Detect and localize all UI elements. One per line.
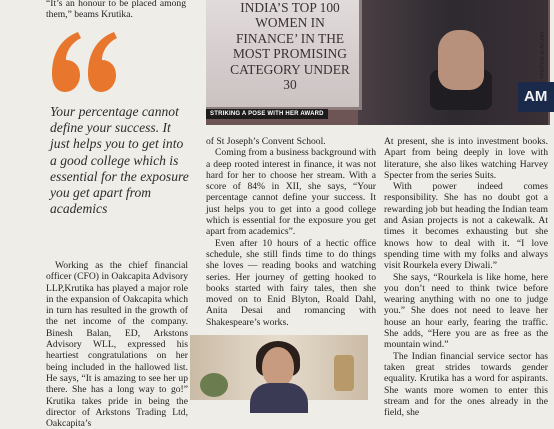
paragraph: Coming from a business background with a deep rooted interest in finance, it was not hard for her to choose her stream. With a score of 84% in XII, she says, “Your percentage cannot define your success. It just helps you to get into a good college which is essential for the exposure you get apart from academics”. bbox=[206, 147, 376, 238]
paragraph: of St Joseph’s Convent School. bbox=[206, 136, 326, 147]
middle-column bbox=[206, 136, 376, 328]
left-column bbox=[0, 0, 190, 429]
hero-photo bbox=[206, 0, 550, 125]
award-text: INDIA’S TOP 100 WOMEN IN FINANCE’ IN THE MOST PROMISING CATEGORY UNDER 30 bbox=[230, 0, 350, 93]
hand bbox=[438, 30, 484, 90]
paragraph: At present, she is into investment books. Apart from being deeply in love with literature, she also likes watching Harvey Specter from the series Suits. bbox=[384, 136, 548, 181]
paragraph: The Indian financial service sector has taken great strides towards gender equality. Krutika has a word for aspirants. She wants more women to enter this stream and for the ones already in the field, she bbox=[384, 350, 548, 419]
paragraph: Working as the chief financial officer (CFO) in Oakcapita Advisory LLP,Krutika has played a major role in the expansion of Oakcapita which in turn has resulted in the growth of the net income of the company. Binesh Balan, ED, Arkstons Advisory WLL, expressed his heartiest congratulations on her being included in the hallowed list. He says, “It is amazing to see her up there. She has a long way to go!” Krutika takes pride in being the director of Arkstons Trading Ltd, Oakcapita’s bbox=[46, 260, 188, 429]
right-column bbox=[384, 136, 548, 418]
paragraph: She says, “Rourkela is like home, here you don’t need to think twice before wearing anything with no one to judge you.” She does not need to leave her house an hour early, fearing the traffic. She adds, “Here you are as free as the mountain wind.” bbox=[384, 271, 548, 351]
pull-quote: Your percentage cannot define your success. It just helps you to get into a good college which is essential for the exposure you get apart from academics bbox=[50, 104, 189, 217]
torso bbox=[250, 383, 308, 413]
plant bbox=[200, 373, 228, 397]
face bbox=[262, 347, 294, 387]
lamp bbox=[334, 355, 354, 391]
portrait-photo bbox=[190, 335, 368, 400]
quote-mark-icon bbox=[48, 28, 120, 100]
logo-text: AM bbox=[524, 88, 548, 105]
top-snippet-text: “It’s an honour to be placed among them,” beams Krutika. bbox=[46, 0, 186, 21]
photo-credit: PHOTOS: M AYUSH bbox=[540, 32, 546, 78]
paragraph: With power indeed comes responsibility. She has no doubt got a rewarding job but heading the Indian team and Asian projects is not a cakewalk. At times it becomes exhausting but she knows how to deal with it. “I love spending time with my folks and always visit Rourkela every Diwali.” bbox=[384, 181, 548, 272]
photo-caption: STRIKING A POSE WITH HER AWARD bbox=[206, 109, 328, 119]
award-plaque bbox=[206, 0, 362, 110]
paragraph: Even after 10 hours of a hectic office schedule, she still finds time to do things she loves — reading books and watching series. Her journey of getting hooked to books started with fairy tales, then she moved on to Enid Blyton, Roald Dahl, Anita Desai and romancing with Shakespeare’s works. bbox=[206, 237, 376, 328]
left-body-text bbox=[46, 260, 188, 429]
